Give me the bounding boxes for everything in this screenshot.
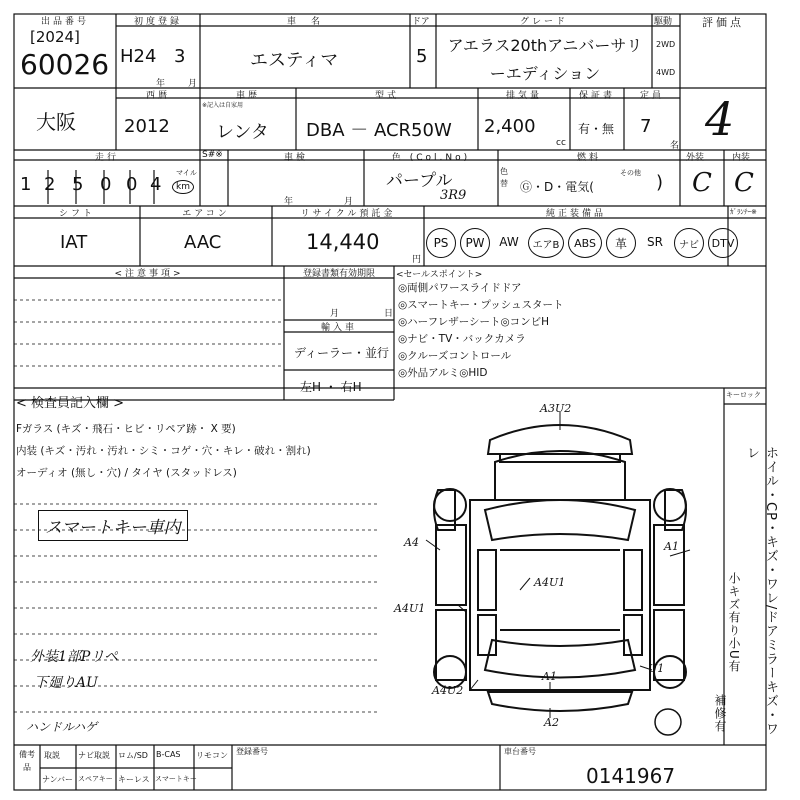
doors-value: 5 (416, 46, 428, 67)
capacity-label: 定員 (639, 91, 664, 101)
type-value: DBA － ACR50W (306, 120, 452, 141)
exterior-label: 外装 (686, 153, 705, 163)
sales-point: ◎両側パワースライドドア (398, 282, 522, 294)
sales-point: ◎スマートキー・プッシュスタート (398, 299, 564, 311)
month-label: 月 (188, 79, 198, 89)
color-name: パープル (386, 171, 453, 191)
equip-aw: AW (499, 235, 519, 249)
right-vertical-3: 補修有 (713, 694, 727, 733)
model-year-label: 西暦 (145, 91, 170, 101)
equip-dtv: DTV (708, 228, 738, 258)
damage-mark: A3U2 (540, 402, 572, 415)
car-name-label: 車 名 (286, 17, 323, 27)
first-reg-year: H24 (120, 46, 157, 67)
fuel-other-label: その他 (620, 169, 641, 177)
damage-mark: A1 (664, 540, 679, 553)
year-label: 年 (156, 79, 166, 89)
guarantee-label: ｶﾞﾗﾝﾃｰ※ (730, 208, 757, 216)
sales-point: ◎ナビ・TV・バックカメラ (398, 333, 526, 345)
mileage-d4: 0 (100, 174, 112, 195)
equip-pw: PW (460, 228, 490, 258)
grade-value: アエラス20thアニバーサリーエディション (447, 36, 643, 83)
reg-no-label: 登録番号 (236, 747, 268, 756)
lot-number: 60026 (20, 48, 110, 81)
score-label: 評価点 (702, 16, 744, 29)
interior-grade: C (734, 168, 754, 198)
first-reg-label: 初度登録 (133, 17, 182, 27)
warranty-label: 保証書 (578, 91, 615, 101)
import-sales: ディーラー・並行 (294, 346, 390, 360)
mileage-unit-mile: マイル (176, 169, 197, 177)
shift-value: IAT (60, 232, 88, 253)
mileage-d3: 5 (72, 174, 84, 195)
mileage-d6: 4 (150, 174, 162, 195)
bottom-item: スマートキー (155, 775, 197, 783)
history-note: ※記入は自家用 (202, 102, 244, 109)
bottom-item: ナビ取説 (78, 751, 110, 760)
mileage-d5: 0 (126, 174, 138, 195)
color-change-label: 色替 (500, 167, 508, 188)
score-value: 4 (705, 92, 735, 146)
sales-point: ◎クルーズコントロール (398, 350, 512, 362)
bottom-item: スペアキー (78, 775, 113, 783)
shift-label: シフト (58, 209, 95, 219)
equip-navi: ナビ (674, 228, 704, 258)
grade-label: グレード (519, 17, 568, 27)
handwritten-note2: 下廻りAU (34, 675, 98, 691)
aircon-value: AAC (184, 232, 222, 253)
equipment-label: 純正装備品 (545, 209, 606, 219)
mileage-label: 走行 (94, 153, 119, 163)
notes-label: <注意事項> (114, 269, 184, 279)
recycle-label: リサイクル預託金 (300, 209, 396, 219)
reg-deadline-label: 登録書類有効期限 (302, 269, 375, 279)
chassis-no: 0141967 (586, 764, 676, 788)
lot-label: 出品番号 (40, 17, 89, 27)
inspector-lines (16, 418, 311, 484)
inspector-label: < 検査員記入欄 > (16, 396, 125, 411)
handwritten-note1: 外装1部Pリペ (30, 649, 119, 665)
handle-side: 左H ・ 右H (300, 380, 362, 394)
equip-leather: 革 (606, 228, 636, 258)
bottom-item: ナンバー (42, 775, 74, 784)
s-mark-label: S#※ (202, 150, 223, 160)
damage-mark: U1 (648, 662, 665, 675)
damage-mark: A1 (542, 670, 557, 683)
reg-month: 月 (330, 309, 340, 319)
bottom-item: B-CAS (156, 750, 181, 759)
mileage-unit-km: km (172, 180, 194, 194)
right-vertical-1: ホイル・CP・キズ・ワレ/ドアミラーキズ・ワレ (744, 446, 778, 737)
import-label: 輸入車 (320, 323, 357, 333)
fuel-label: 燃料 (576, 153, 601, 163)
equipment-list (426, 228, 738, 258)
damage-mark: A4 (404, 536, 419, 549)
handwritten-smartkey: スマートキー車内 (38, 510, 188, 541)
inspector-line: Fガラス (キズ・飛石・ヒビ・リペア跡・ X 要) (16, 423, 236, 435)
mileage-d2: 2 (44, 174, 56, 195)
sales-points-label: <セールスポイント> (396, 270, 483, 280)
chassis-no-label: 車台番号 (504, 747, 536, 756)
bottom-side-label: 備考品 (19, 750, 35, 772)
color-code: 3R9 (440, 188, 467, 203)
capacity-value: 7 (640, 116, 652, 137)
location: 大阪 (36, 110, 76, 134)
sales-points-list (398, 280, 564, 382)
inspection-year: 年 (284, 197, 294, 207)
drive-4wd: 4WD (656, 68, 676, 77)
equip-airbag: エアB (528, 228, 564, 258)
mileage-d1: 1 (20, 174, 32, 195)
recycle-value: 14,440 (306, 230, 380, 254)
drive-label: 駆動 (654, 17, 673, 27)
inspector-line: 内装 (キズ・汚れ・汚れ・シミ・コゲ・穴・キレ・破れ・割れ) (16, 445, 311, 457)
equip-abs: ABS (568, 228, 602, 258)
interior-label: 内装 (732, 153, 751, 163)
damage-mark: A4U1 (534, 576, 566, 589)
cc-unit: cc (556, 138, 566, 148)
equip-ps: PS (426, 228, 456, 258)
car-name: エスティマ (250, 50, 339, 71)
inspector-line: オーディオ (無し・穴) / タイヤ (スタッドレス) (16, 467, 237, 479)
yen-unit: 円 (412, 255, 422, 265)
damage-mark: A4U1 (394, 602, 426, 615)
handwritten-note3: ハンドルハゲ (26, 720, 98, 734)
bottom-item: リモコン (196, 751, 228, 760)
displacement-value: 2,400 (484, 116, 536, 137)
bottom-item: 取説 (44, 751, 60, 760)
lot-year: [2024] (30, 28, 80, 46)
fuel-options: Ⓖ・D・電気( (520, 180, 594, 194)
inspection-label: 車検 (283, 153, 308, 163)
inspection-month: 月 (344, 197, 354, 207)
bottom-item: キーレス (118, 775, 150, 784)
damage-mark: A2 (544, 716, 559, 729)
color-label: 色 (Col.No) (391, 153, 471, 163)
model-year: 2012 (124, 116, 170, 137)
damage-mark: A4U2 (432, 684, 464, 697)
reg-day: 日 (384, 309, 394, 319)
capacity-unit: 名 (670, 141, 680, 151)
equip-sr: SR (647, 235, 663, 249)
right-vertical-2: 小キズ有り小U有 (727, 572, 741, 673)
sales-point: ◎ハーフレザーシート◎コンビH (398, 316, 550, 328)
doors-label: ドア (412, 17, 430, 27)
aircon-label: エアコン (182, 209, 230, 219)
sales-point: ◎外品アルミ◎HID (398, 367, 488, 379)
type-label: 型式 (374, 91, 399, 101)
first-reg-month: 3 (174, 46, 186, 67)
history-label: 車歴 (235, 91, 260, 101)
exterior-grade: C (692, 168, 712, 198)
history-value: レンタ (216, 122, 269, 143)
bottom-item: ロム/SD (118, 751, 148, 760)
displacement-label: 排気量 (505, 91, 542, 101)
keylock-label: キーロック (726, 391, 761, 399)
drive-2wd: 2WD (656, 40, 676, 49)
warranty-options: 有・無 (578, 122, 615, 136)
fuel-close: ) (656, 172, 664, 193)
